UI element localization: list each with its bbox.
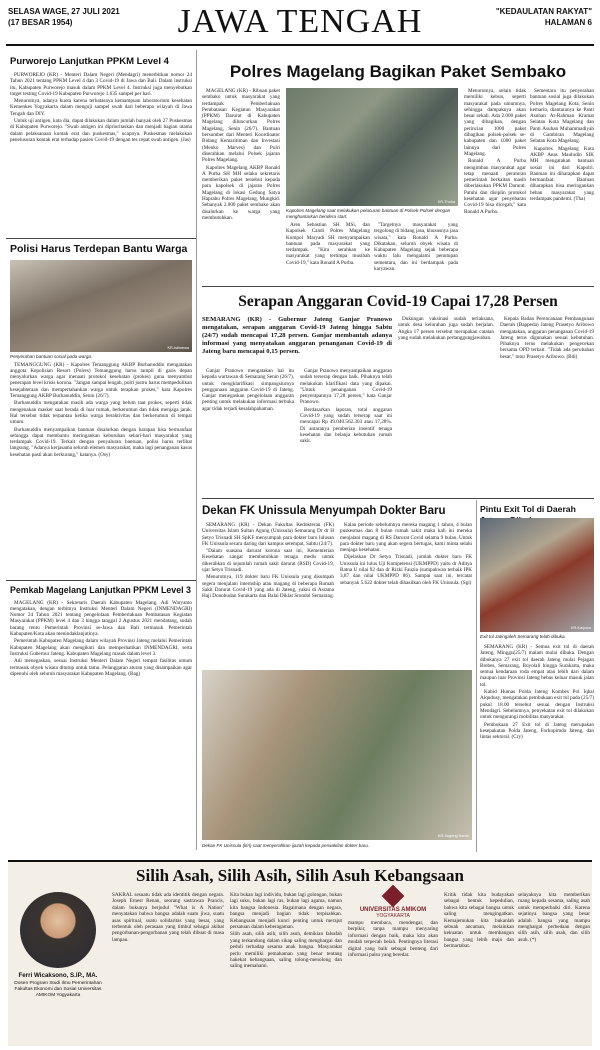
paragraph: Ganjar Pranowo menyampaikan anggaran sudah terserap dengan baik. Pihaknya telah melakukan klarifikasi data yang dipakai. "Untuk penanganan Covid-19 penyerapannya 17,28 persen," kata Ganjar Pranowo. (300, 368, 392, 406)
article-magelang-ppkm (10, 600, 192, 760)
paragraph: Kabid Humas Polda Jateng Kombes Pol Iqbal Alqudusy, mengatakan pembukaan exit tol pada (25/7) pukul 18.00 tersebut sesuai dengan Instruksi Mendagri. Sebelumnya, penyekatan exit tol dilakukan untuk mengurangi mobilitas masyarakat. (480, 689, 594, 721)
left-column (6, 50, 197, 850)
paragraph: Burhanuddin mengatakan masih ada warga yang belum taat prokes, seperti tidak mengenakan masker saat berada di luar rumah, berkerumun dan tidak menjaga jarak. Hal tersebut tidak terpantau ketika warga beraktivitas dan berkerumun di tempat umum. (10, 400, 192, 426)
opinion-column-1 (112, 892, 224, 1042)
photo-credit: KR-Kaiyoso (570, 626, 591, 630)
photo-caption: Kapolres Magelang saat melakukan pelucuran bantuan di Polsek-Polsek dengan menghantarkan bendera start. (286, 208, 451, 219)
covid-column-2 (300, 368, 392, 494)
paragraph: Berdasarkan laporan, total anggaran Covid-19 yang sudah terserap saat ini mencapai Rp 49.040.562.303 atau 17,28%. Di antaranya pemberian insentif tenaga kesehatan dan belanja kebutuhan rumah sakit. (300, 406, 392, 445)
author-photo (20, 892, 96, 968)
divider (202, 286, 594, 287)
paragraph: Kapolres Magelang AKBP Ronald A Purba SH MH selaku sekretaris memberikan paket tersebut kepada para kapolsek di jajaran Polres Magelang di lokasi Gedung Satya Haprabu Polres Magelang, Mungkid. Sebanyak 2.000 paket sembako akan disalurkan ke warga yang membutuhkan. (202, 164, 280, 221)
paragraph: TEMANGGUNG (KR) - Kapolres Temanggung AKBP Burhanuddin mengatakan anggota Kepolisian Resort (Polres) Temanggung harus tampil di garis depan menyalurkan warga agar menaati protokol kesehatan (prokes) guna menyambut penerapan level krisis korona. "Jangan sampai lengah, polri justru harus mempedulikan kesejahteraan dan mempertahankan warga untuk terapkan prokes," kata Kapolres Temanggung AKBP Burhanuddin, Senin (26/7). (10, 361, 192, 400)
photo-exit-tol (480, 518, 594, 632)
headline-temanggung: Polisi Harus Terdepan Bantu Warga (10, 243, 188, 255)
covid-column-3 (398, 316, 494, 494)
logo-city: YOGYAKARTA (376, 913, 410, 919)
paragraph: Menurutnya, 119 dokter baru FK Unissula yang disumpah segera menjalani internship atau magang di beberapa Rumah Sakit Darurat Covid-19 yang ada di Jateng, yakni di Asrama Haji Donohudan Surakarta dan Balai Diklat Srondol Semarang. (202, 574, 334, 600)
covid-column-1 (202, 368, 294, 494)
paragraph: Menurutnya, adanya kuota karena terbatasnya kemampuan laboratorium kesehatan Kemenkes Yogyakarta dalam menguji sampel swab dari beberapa wilayah di Jawa Tengah dan DIY. (10, 98, 192, 117)
paragraph: Menurutnya, selain tidak memiliki kebun, seperti masyarakat pada umumnya, sehingga dampaknya akan besar sekali. Ada 2.000 paket yang dibagikan, dengan perincian 1000 paket dibagikan polsek-polsek se-kabupaten dan 1000 paket lainnya dari Polres Magelang. (464, 88, 526, 157)
paragraph: Pemerintah Kabupaten Magelang dalam wilayah Provinsi Jateng melalui Pemerintah Kabupaten Magelang akan mengikuti dan memperhatikan INMENDAGRI, serta Instruksi Gubernur Jateng. Kabupaten Magelang masuk dalam level 3. (10, 638, 192, 657)
photo-caption: Dekan FK Unissula (kiri) saat menyerahkan ijazah kepada perwakilan dokter baru. (202, 843, 370, 848)
divider (202, 498, 594, 499)
lead-column-2 (286, 222, 370, 282)
amikom-logo (348, 888, 438, 919)
paragraph: Aren Sebastian SH MSi, dan Kapolsek Candi Polres Magelang Kompol Maryadi SH menyampaikan bantuan pada masyarakat yang terdampak. "Kita serahkan ke masyarakat yang tertimpa musibah Covid-19," kata Ronald A Purba. (286, 222, 370, 266)
paragraph: Burhanuddin menyampaikan bantuan disalurkan dengan harapan bisa bermanfaat sehingga dapat membantu meringankan kebutuhan sehari-hari masyarakat yang terdampak Covid-19. Terkait dengan penyaluran bantuan, polisi harus terlibat langsung. "Adanya kerjasama seluruh elemen masyarakat, maka lagi penanganan kasus kesehatan pasti akan berkurang," katanya. (Osy) (10, 426, 192, 458)
lead-column-1 (202, 88, 280, 254)
paragraph: Silih asah, silih asih, silih asuh, demikian falsafah yang terkandung dalam sikap saling menghargai dan peduli terhadap sesama anak bangsa. Masyarakat perlu memiliki pemahaman yang benar tentang hakekat kebangsaan, saling tolong-menolong dan saling memahami. (230, 931, 342, 970)
photo-credit: KR-Thoha (437, 200, 455, 204)
lead-column-4 (464, 88, 526, 282)
headline-serapan: Serapan Anggaran Covid-19 Capai 17,28 Persen (238, 293, 558, 310)
logo-mark-icon (382, 885, 405, 908)
photo-credit: KR-Sugeng Hardo (437, 834, 469, 838)
paragraph: Kapolres Magelang Kota AKBP Aeas Mauludin SIK MH mengatakan bantuan sosial ini dari Kapolri. Bantuan ini diharapkan dapat bermanfaat. Bantuan diharapkan bisa meringankan beban masyarakat yang terdampak pandemi. (Tha) (530, 145, 594, 203)
headline-exit-tol: Pintu Exit Tol di Daerah (480, 504, 576, 514)
photo-caption: Penyerahan bantuan sosial pada warga. (10, 354, 93, 359)
divider (6, 580, 196, 581)
article-temanggung (10, 362, 192, 576)
paragraph: Dukungan vaksinasi sudah terlaksana, untuk desa kelurahan juga sudah berjalan. Angka 17 persen tersebut merupakan catatan yang sudah melakukan pertanggungjawaban. (398, 316, 494, 341)
paragraph: "Dalam suasana darurat korona saat ini, Kementerian Kesehatan sangat membutuhkan tenaga medis untuk dikerahkan di sejumlah rumah sakit darurat (RSD) Covid-19, ujar Setyo Trisnadi. (202, 548, 334, 574)
paragraph: Ganjar Pranowo mengatakan hal itu kepada wartawan di Semarang Senin (26/7), untuk mengklarifikasi simpangsiurnya penggunaan anggaran Covid-19 di Jateng. Ganjar menegaskan pengelolaan anggaran penting untuk melakukan informasi terbuka agar tidak terjadi kesalahpahaman. (202, 368, 294, 412)
paragraph: Kepala Badan Perencanaan Pembangunan Daerah (Bappeda) Jateng Prasetyo Aribowo mengatakan, anggaran penanganan Covid-19 Jateng terus digunakan sesuai kebutuhan. Pihaknya terus melakukan pengecekan bersama OPD terkait. "Tidak ada perubahan besar," tutur Prasetyo Aribowo. (Bdi) (500, 316, 594, 360)
article-purworejo (10, 72, 192, 234)
photo-sumpah-dokter (202, 670, 472, 840)
paragraph: Untuk uji antigen, kata dia, dapat dilakukan dalam jumlah banyak oleh 27 Puskesmas di Kabupaten Purworejo. "Swab antigen ini diprioritaskan dan menjadi bagian utama dalam pelaksanaan kontak erat dan puskesmas," ucapnya. Puskesmas melakukan penelusuran kontak erat terhadap pasien Covid-19 dengan tes cepat swab antigen. (Jas) (10, 118, 192, 143)
opinion-column-5 (518, 892, 590, 1042)
covid-lead: SEMARANG (KR) - Gubernur Jateng Ganjar Pranowo mengatakan, serapan anggaran Covid-19 Jateng hingga Sabtu (24/7) sudah mencapai 17,28 persen. Ganjar membantah adanya informasi yang menyatakan anggaran penanganan Covid-19 di Jateng baru mencapai 0,15 persen. (202, 316, 392, 355)
paragraph: MAGELANG (KR) - Ribuan paket sembako untuk masyarakat yang terdampak Pemberlakuan Pembatasan Kegiatan Masyarakat (PPKM) Darurat di Kabupaten Magelang diluncurkan Polres Magelang, Senin (26/7). Bantuan bersumber dari Menteri Koordinator Bidang Kemaritiman dan Investasi (Menko Marves) dan Polri diserahkan melalui Polsek jajaran Polres Magelang. (202, 88, 280, 164)
headline-opinion: Silih Asah, Silih Asih, Silih Asuh Kebangsaan (136, 866, 464, 885)
paragraph: Adi menegaskan, sesuai Instruksi Menteri Dalam Negeri tempat fasilitas umum termasuk obyek wisata ditutup untuk tamu. Pelanggaran aturan yang disampaikan agar dipenuhi oleh seluruh masyarakat Kabupaten Magelang. (Bag) (10, 658, 192, 677)
masthead-right (496, 6, 592, 28)
opinion-column-3 (348, 920, 438, 1042)
paragraph: Ronald A Purba mengimbau masyarakat agar tetap menaati peraturan pemerintah berkaitan masih diberlakukan PPKM Darurat. Patuhi dan disiplin protokol kesehatan agar penyebaran Covid-19 bisa dicegah," kata Ronald A Purba. (464, 158, 526, 215)
headline-purworejo: Purworejo Lanjutkan PPKM Level 4 (10, 56, 169, 67)
headline-fk-unissula: Dekan FK Unissula Menyumpah Dokter Baru (202, 505, 446, 517)
slogan: "KEDAULATAN RAKYAT" (495, 7, 592, 16)
paragraph: PURWOREJO (KR) - Menteri Dalam Negeri (Mendagri) menerbitkan nomor 24 Tahun 2021 tentang PPKM Level 4 dan 3 Covid-19 di Jawa dan Bali. Dalam instruksi itu, Kabupaten Purworejo masuk dalam PPKM Level 4. Instruksi juga menyebutkan target testing Covid-19 Kabupaten Purworejo 1.635 sampel per hari. (10, 72, 192, 97)
lead-column-5 (530, 88, 594, 282)
fk-column-2 (340, 522, 472, 664)
paragraph: selayaknya kita memberikan ruang kepada sesama, saling asah untuk memperbaiki diri. Karena sejatinya bangsa yang besar adalah bangsa yang mampu menghargai perbedaan dengan silih asih, silih asah, dan silih asuh. (*) (518, 892, 590, 943)
fk-column-1 (202, 522, 334, 664)
year-line: (17 BESAR 1954) (8, 18, 73, 27)
paragraph: Kita bukan lagi individu, bukan lagi golongan, bukan lagi suku, bukan lagi ras, bukan lagi agama, namun kita bangsa Indonesia. Bagaimana dengan negara, bangsa menjadi bagian tidak terpisahkan. Kebangsaan menjadi kunci penting untuk merajut persatuan dalam keberagaman. (230, 892, 342, 931)
paragraph: Sementara itu penyerahan bantuan sosial juga dilakukan Polres Magelang Kota, Senin kemarin, diantaranya ke Panti Asuhan Ar-Rahman Kramat Selatan Kota Magelang dan Panti Asuhan Muhammadiyah di Gambiran Magelang Selatan Kota Magelang. (530, 88, 594, 145)
photo-bantuan (10, 260, 192, 352)
exit-body (480, 644, 594, 852)
divider (6, 238, 196, 239)
paragraph: Pembukaan 27 Exit tol di Jateng merupakan kesepakatan Polda Jateng, Forkopimda Jateng, dan lintas sektoral. (Cry) (480, 721, 594, 741)
lead-column-3 (374, 222, 458, 282)
logo-name: UNIVERSITAS AMIKOM (359, 907, 427, 913)
headline-magelang-ppkm: Pemkab Magelang Lanjutkan PPKM Level 3 (10, 584, 191, 595)
paragraph: "Targetnya masyarakat yang tergolong di bidang jasa, khususnya jasa wisata," kata Ronald A Purba. Dikatakan, seluruh obyek wisata di Kabupaten Magelang sejak beberapa waktu lalu mengalami penutupan sementara, dan ini berdampak pada karyawan. (374, 222, 458, 273)
masthead-date (8, 6, 120, 28)
paragraph: SEMARANG (KR) - Dekan Fakultas Kedokteran (FK) Universitas Islam Sultan Agung (Unissula) Semarang Dr dr H Setyo Trisnadi SH SpKF menyumpah para dokter baru lulusan FK Unissula secara daring dari kampus setempat, Sabtu (24/7). (202, 522, 334, 547)
headline-sembako: Polres Magelang Bagikan Paket Sembako (229, 62, 567, 81)
date-line: SELASA WAGE, 27 JULI 2021 (8, 7, 120, 16)
paragraph: MAGELANG (KR) - Sekretaris Daerah Kabupaten Magelang, Adi Waryanto mengatakan, dengan terbitnya Instruksi Menteri Dalam Negeri (INMENDAGRI) Nomor 24 Tahun 2021 tentang pengelolaan Pemberlakuan Pembatasan Kegiatan Masyarakat (PPKM) level 4 dan 3 hingga tanggal 2 Agustus 2021 mendatang, sudah barang tentu Pemerintah Provinsi se-Jawa dan Bali termasuk Pemerintah Kabupaten/Kota akan menindaklanjutinya. (10, 599, 192, 638)
opinion-column-4 (444, 892, 514, 1042)
page-number: HALAMAN 6 (544, 18, 592, 27)
paragraph: SEMARANG (KR) - Semua exit tol di daerah Jateng, Minggu(25/7) malam mulai dibuka. Dengan dibukanya 27 exit tol daerah Jateng mulai Pejagan Brebes, Semarang, Boyolali hingga Surakarta, maka semua kendaraan roda empat atau lebih dari dalam maupun luar Provinsi Jateng bebas keluar masuk jalan tol. (480, 644, 594, 688)
paragraph: Dijelaskan Dr Setyo Trisnadi, jumlah dokter baru FK Unissula ini lulus Uji Kompetensi (UKMPPD) yaitu dr Aditya Ratna U nilai 92 dan dr Rizki Fauzia (sumpahwan terbaik IPK 3,87 dan nilai UKMPPD 86). Sampai saat ini, tercatat sebanyak 5.622 dokter telah dihasilkan oleh FK Unissula. (Sgi) (340, 554, 472, 586)
paragraph: Kritik tidak kita budayakan sebagai bentuk kepedulian, bahwa kita sebagai bangsa untuk saling mengingatkan. Kemajemukan kita bukanlah sebuah ancaman, melainkan kekuatan untuk membangun bangsa yang lebih maju dan bermartabat. (444, 892, 514, 950)
paragraph: Kalau periode sebelumnya mereka magang 1 tahun, 4 bulan puskesmas dan 8 bulan rumah sakit maka kali ini mereka menjalani magang di RS Darurat Covid selama 9 bulan. Untuk para dokter baru yang akan segera bertugas, kami minta selalu menjaga kesehatan. (340, 522, 472, 554)
paragraph: SAKRAL sesuatu tidak ada identitik dengan negara. Joseph Ernest Renan, seorang sastrawan Prancis, dalam bukunya berjudul "What is A Nation" menyatakan bahwa bangsa adalah suatu jiwa, suatu asas spiritual, suatu solidaritas yang besar, yang terbentuk oleh perasaan yang timbul sebagai akibat pengorbanan-pengorbanan yang telah dibuat di masa lampau. (112, 892, 224, 943)
covid-column-4 (500, 316, 594, 494)
photo-caption: Exit tol Jatingaleh Semarang telah dibuka. (480, 634, 566, 639)
paragraph: mampu membaca, mendengar, dan berpikir, tanpa mampu menyaring informasi dengan baik, maka kita akan mudah terpecah belah. Pentingnya literasi digital yang baik sebagai benteng dari informasi palsu yang beredar. (348, 920, 438, 959)
author-name: Ferri Wicaksono, S.IP., MA. (18, 972, 98, 979)
author-bio: Dosen Program Studi Ilmu Pemerintahan Fakultas Ekonomi dan Sosial Universitas AMIKOM Yogyakarta (14, 981, 102, 998)
photo-sembako (286, 88, 458, 206)
column-divider (476, 500, 477, 852)
photo-credit: KR-Istimewa (167, 346, 189, 350)
masthead-rule (6, 44, 594, 46)
newspaper-title: JAWA TENGAH (177, 3, 423, 40)
opinion-column-2 (230, 892, 342, 1042)
